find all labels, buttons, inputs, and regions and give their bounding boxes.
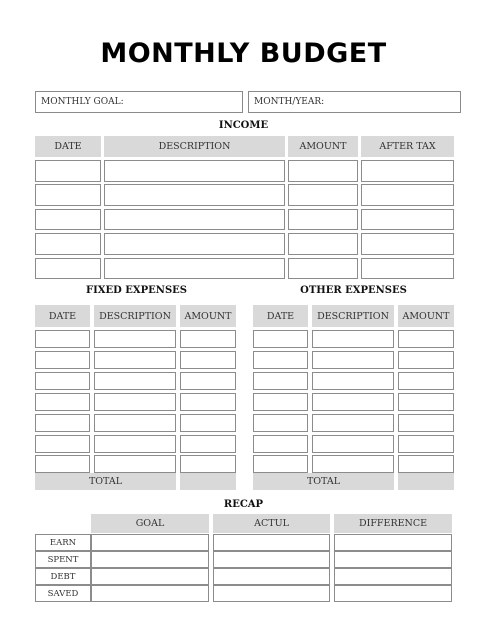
fixed-cell-date[interactable] <box>35 351 90 369</box>
other-cell-description[interactable] <box>312 351 394 369</box>
recap-row-label-debt: DEBT <box>35 568 91 585</box>
income-cell-date[interactable] <box>35 160 101 182</box>
fixed-cell-amount[interactable] <box>180 414 236 432</box>
other-cell-amount[interactable] <box>398 455 454 473</box>
other-cell-amount[interactable] <box>398 435 454 453</box>
recap-cell-difference[interactable] <box>334 551 452 568</box>
other-cell-date[interactable] <box>253 330 308 348</box>
other-cell-amount[interactable] <box>398 372 454 390</box>
recap-header-actul: ACTUL <box>213 514 330 533</box>
income-cell-amount[interactable] <box>288 258 358 280</box>
fixed-cell-date[interactable] <box>35 372 90 390</box>
other-cell-amount[interactable] <box>398 393 454 411</box>
recap-cell-difference[interactable] <box>334 568 452 585</box>
income-cell-after-tax[interactable] <box>361 209 454 231</box>
fixed-cell-description[interactable] <box>94 435 176 453</box>
recap-row-label-spent: SPENT <box>35 551 91 568</box>
fixed-cell-amount[interactable] <box>180 330 236 348</box>
recap-cell-actul[interactable] <box>213 585 330 602</box>
fixed-cell-description[interactable] <box>94 455 176 473</box>
other-cell-description[interactable] <box>312 455 394 473</box>
monthly-goal-label: MONTHLY GOAL: <box>41 97 124 107</box>
recap-header-goal: GOAL <box>91 514 209 533</box>
income-heading: INCOME <box>218 120 269 131</box>
income-cell-amount[interactable] <box>288 184 358 206</box>
other-cell-amount[interactable] <box>398 414 454 432</box>
month-year-label: MONTH/YEAR: <box>254 97 325 107</box>
recap-row-label-saved: SAVED <box>35 585 91 602</box>
fixed-cell-description[interactable] <box>94 393 176 411</box>
fixed-cell-date[interactable] <box>35 330 90 348</box>
income-header-amount: AMOUNT <box>288 136 358 157</box>
fixed-cell-date[interactable] <box>35 393 90 411</box>
recap-cell-goal[interactable] <box>91 568 209 585</box>
income-cell-amount[interactable] <box>288 209 358 231</box>
recap-heading: RECAP <box>223 499 264 510</box>
income-cell-after-tax[interactable] <box>361 184 454 206</box>
fixed-cell-amount[interactable] <box>180 351 236 369</box>
income-cell-after-tax[interactable] <box>361 258 454 280</box>
fixed-header-description: DESCRIPTION <box>94 305 176 327</box>
income-cell-after-tax[interactable] <box>361 233 454 255</box>
fixed-expenses-heading: FIXED EXPENSES <box>85 285 188 296</box>
fixed-header-date: DATE <box>35 305 90 327</box>
recap-cell-goal[interactable] <box>91 551 209 568</box>
recap-cell-difference[interactable] <box>334 585 452 602</box>
fixed-cell-description[interactable] <box>94 351 176 369</box>
other-header-amount: AMOUNT <box>398 305 454 327</box>
recap-cell-difference[interactable] <box>334 534 452 551</box>
income-cell-amount[interactable] <box>288 233 358 255</box>
income-cell-date[interactable] <box>35 258 101 280</box>
income-cell-after-tax[interactable] <box>361 160 454 182</box>
recap-row-label-earn: EARN <box>35 534 91 551</box>
other-cell-date[interactable] <box>253 351 308 369</box>
income-cell-description[interactable] <box>104 160 285 182</box>
fixed-cell-date[interactable] <box>35 455 90 473</box>
recap-cell-goal[interactable] <box>91 534 209 551</box>
income-cell-amount[interactable] <box>288 160 358 182</box>
other-cell-date[interactable] <box>253 414 308 432</box>
other-cell-amount[interactable] <box>398 330 454 348</box>
income-cell-description[interactable] <box>104 233 285 255</box>
fixed-cell-amount[interactable] <box>180 372 236 390</box>
income-header-date: DATE <box>35 136 101 157</box>
other-expenses-heading: OTHER EXPENSES <box>300 285 407 296</box>
monthly-goal-field[interactable] <box>35 91 243 113</box>
recap-cell-actul[interactable] <box>213 568 330 585</box>
recap-cell-goal[interactable] <box>91 585 209 602</box>
fixed-cell-amount[interactable] <box>180 455 236 473</box>
month-year-field[interactable] <box>248 91 461 113</box>
income-cell-date[interactable] <box>35 184 101 206</box>
other-cell-description[interactable] <box>312 372 394 390</box>
income-cell-description[interactable] <box>104 184 285 206</box>
other-cell-description[interactable] <box>312 414 394 432</box>
fixed-cell-amount[interactable] <box>180 393 236 411</box>
other-total-label: TOTAL <box>253 473 394 490</box>
fixed-cell-description[interactable] <box>94 372 176 390</box>
fixed-cell-description[interactable] <box>94 330 176 348</box>
fixed-total-amount <box>180 473 236 490</box>
other-cell-description[interactable] <box>312 435 394 453</box>
recap-cell-actul[interactable] <box>213 551 330 568</box>
other-total-amount <box>398 473 454 490</box>
fixed-total-label: TOTAL <box>35 473 176 490</box>
other-cell-description[interactable] <box>312 393 394 411</box>
page-title: MONTHLY BUDGET <box>100 38 387 69</box>
other-cell-date[interactable] <box>253 393 308 411</box>
other-cell-amount[interactable] <box>398 351 454 369</box>
recap-cell-actul[interactable] <box>213 534 330 551</box>
other-cell-date[interactable] <box>253 435 308 453</box>
other-cell-date[interactable] <box>253 455 308 473</box>
fixed-cell-amount[interactable] <box>180 435 236 453</box>
fixed-cell-description[interactable] <box>94 414 176 432</box>
other-cell-date[interactable] <box>253 372 308 390</box>
fixed-cell-date[interactable] <box>35 435 90 453</box>
income-header-description: DESCRIPTION <box>104 136 285 157</box>
recap-header-difference: DIFFERENCE <box>334 514 452 533</box>
fixed-cell-date[interactable] <box>35 414 90 432</box>
fixed-header-amount: AMOUNT <box>180 305 236 327</box>
other-header-date: DATE <box>253 305 308 327</box>
income-cell-description[interactable] <box>104 209 285 231</box>
other-header-description: DESCRIPTION <box>312 305 394 327</box>
other-cell-description[interactable] <box>312 330 394 348</box>
income-cell-date[interactable] <box>35 233 101 255</box>
income-cell-date[interactable] <box>35 209 101 231</box>
income-header-after-tax: AFTER TAX <box>361 136 454 157</box>
income-cell-description[interactable] <box>104 258 285 280</box>
